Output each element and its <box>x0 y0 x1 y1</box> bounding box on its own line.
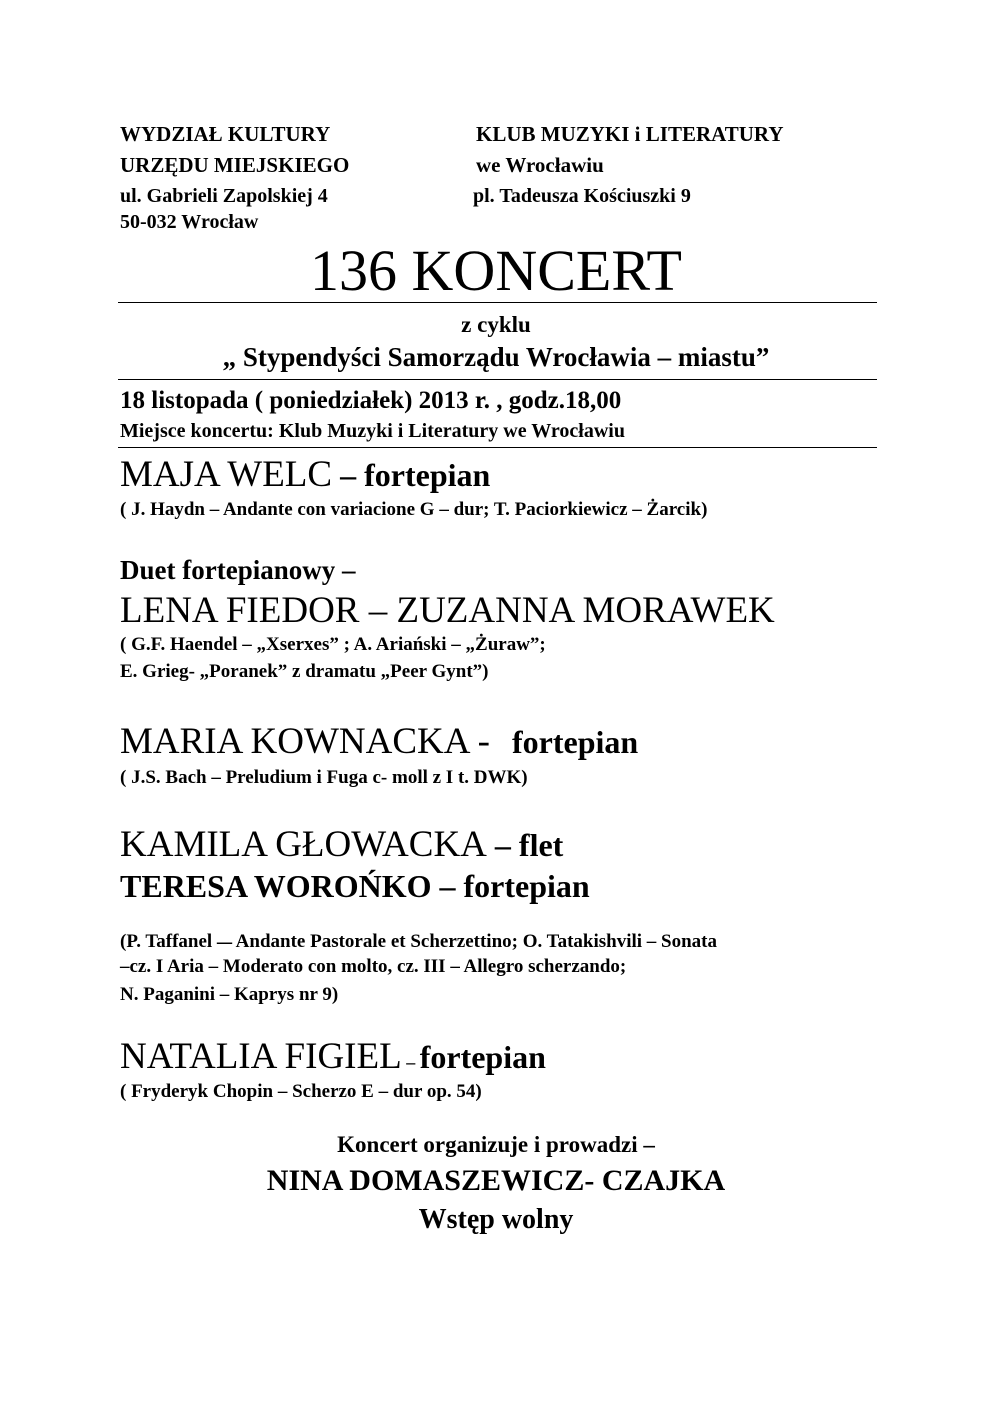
club-address: pl. Tadeusza Kościuszki 9 <box>473 185 691 207</box>
dept-postcode: 50-032 Wrocław <box>120 211 259 233</box>
divider <box>118 302 877 303</box>
club-name: KLUB MUZYKI i LITERATURY <box>476 122 784 146</box>
performer-program: ( J.S. Bach – Preludium i Fuga c- moll z I t. DWK) <box>120 767 528 788</box>
event-date: 18 listopada ( poniedziałek) 2013 r. , godz.18,00 <box>120 387 622 414</box>
performer-program: ( Fryderyk Chopin – Scherzo E – dur op. 54) <box>120 1081 482 1102</box>
performer-name: MARIA KOWNACKA - <box>120 721 490 762</box>
performer-instrument: – fortepian <box>431 868 590 904</box>
performer-program: N. Paganini – Kaprys nr 9) <box>120 984 339 1005</box>
organizer-name: NINA DOMASZEWICZ- CZAJKA <box>266 1164 726 1197</box>
organizer-intro: Koncert organizuje i prowadzi – <box>337 1132 655 1157</box>
cycle-name: „ Stypendyści Samorządu Wrocławia – miastu” <box>222 342 770 372</box>
performer-4 <box>120 826 563 863</box>
performer-program: –cz. I Aria – Moderato con molto, cz. III – Allegro scherzando; <box>120 956 627 977</box>
performer-name: TERESA WOROŃKO <box>120 868 432 904</box>
dept-street: ul. Gabrieli Zapolskiej 4 <box>120 185 328 207</box>
performer-name: MAJA WELC <box>120 454 333 495</box>
performer-instrument: fortepian <box>419 1039 546 1075</box>
performer-1 <box>120 456 490 493</box>
performer-program: ( G.F. Haendel – „Xserxes” ; A. Ariański – „Żuraw”; <box>120 634 546 655</box>
cycle-intro: z cyklu <box>461 312 531 337</box>
dept-name: WYDZIAŁ KULTURY <box>120 122 331 146</box>
performer-program: E. Grieg- „Poranek” z dramatu „Peer Gynt”) <box>120 661 489 682</box>
divider <box>118 447 877 448</box>
performer-instrument: – fortepian <box>332 457 491 493</box>
divider <box>118 379 877 380</box>
performer-program: (P. Taffanel – Andante Pastorale et Scherzettino; O. Tatakishvili – Sonata <box>120 924 718 957</box>
dept-office: URZĘDU MIEJSKIEGO <box>120 153 350 177</box>
admission-note: Wstęp wolny <box>418 1204 574 1235</box>
duet-intro: Duet fortepianowy – <box>120 555 356 585</box>
performer-name: KAMILA GŁOWACKA <box>120 824 487 865</box>
performer-instrument: – flet <box>486 827 564 863</box>
performer-5: NATALIA FIGIEL – fortepian <box>120 1036 546 1077</box>
event-venue: Miejsce koncertu: Klub Muzyki i Literatury we Wrocławiu <box>120 420 625 442</box>
performer-3 <box>120 723 638 760</box>
performer-program: ( J. Haydn – Andante con variacione G – dur; T. Paciorkiewicz – Żarcik) <box>120 499 708 520</box>
performer-4b <box>120 870 590 902</box>
club-city: we Wrocławiu <box>476 153 604 177</box>
performer-name: LENA FIEDOR – ZUZANNA MORAWEK <box>120 590 775 631</box>
performer-instrument: fortepian <box>512 724 639 760</box>
performer-name: NATALIA FIGIEL <box>120 1036 402 1077</box>
page-title: 136 KONCERT <box>310 238 682 303</box>
